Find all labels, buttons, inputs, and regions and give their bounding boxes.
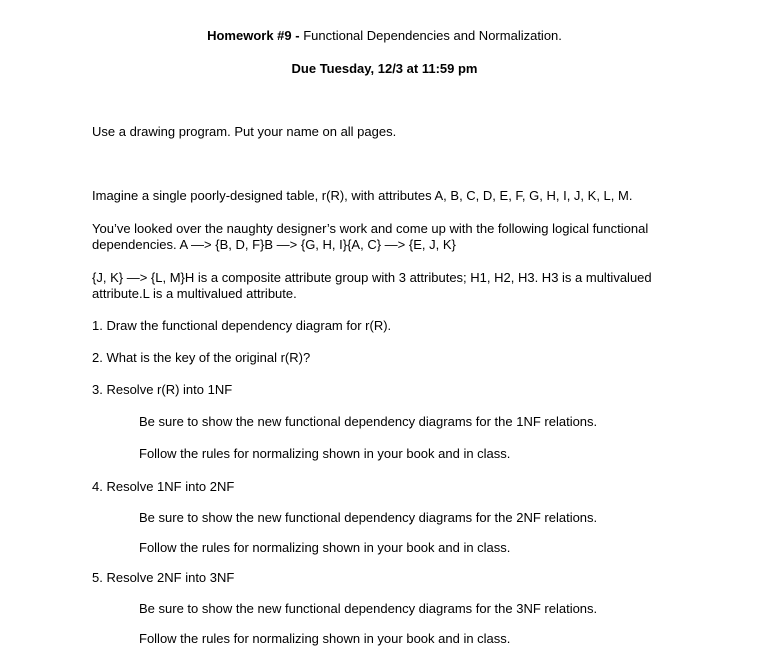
question-1: 1. Draw the functional dependency diagram for r(R). <box>92 318 392 333</box>
dependencies-line-2: dependencies. A —> {B, D, F}B —> {G, H, I}{A, C} —> {E, J, K} <box>92 237 456 252</box>
composite-attribute-line-2: attribute.L is a multivalued attribute. <box>92 286 297 301</box>
question-2: 2. What is the key of the original r(R)? <box>92 350 311 365</box>
table-description: Imagine a single poorly-designed table, r(R), with attributes A, B, C, D, E, F, G, H, I, J, K, L, M. <box>92 188 633 203</box>
question-4-note-diagrams: Be sure to show the new functional dependency diagrams for the 2NF relations. <box>139 510 598 525</box>
title-rest: Functional Dependencies and Normalization. <box>299 28 562 43</box>
question-5-note-rules: Follow the rules for normalizing shown in your book and in class. <box>139 631 511 646</box>
instruction-drawing: Use a drawing program. Put your name on all pages. <box>92 124 397 139</box>
question-5-note-diagrams: Be sure to show the new functional dependency diagrams for the 3NF relations. <box>139 601 598 616</box>
composite-attribute-line-1: {J, K} —> {L, M}H is a composite attribute group with 3 attributes; H1, H2, H3. H3 is a multivalued <box>92 270 652 285</box>
due-date: Due Tuesday, 12/3 at 11:59 pm <box>291 61 478 76</box>
title-bold: Homework #9 - <box>207 28 300 43</box>
question-4-note-rules: Follow the rules for normalizing shown in your book and in class. <box>139 540 511 555</box>
dependencies-line-1: You’ve looked over the naughty designer’s work and come up with the following logical functional <box>92 221 649 236</box>
question-3-note-rules: Follow the rules for normalizing shown in your book and in class. <box>139 446 511 461</box>
question-3: 3. Resolve r(R) into 1NF <box>92 382 233 397</box>
question-3-note-diagrams: Be sure to show the new functional dependency diagrams for the 1NF relations. <box>139 414 598 429</box>
question-4: 4. Resolve 1NF into 2NF <box>92 479 235 494</box>
question-5: 5. Resolve 2NF into 3NF <box>92 570 235 585</box>
page-title <box>0 28 769 44</box>
